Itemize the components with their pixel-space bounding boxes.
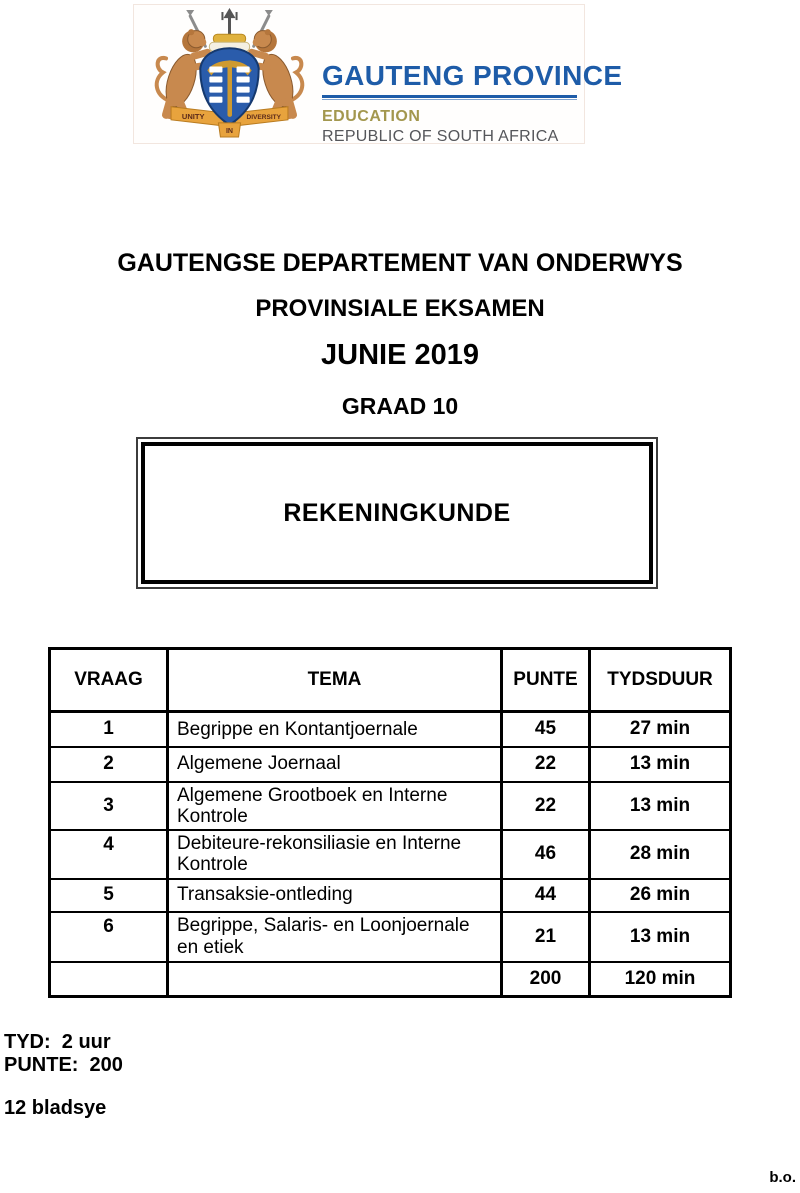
question-marks: 22 [502, 782, 590, 831]
table-row [50, 912, 731, 962]
total-marks: 200 [502, 962, 590, 997]
question-number: 5 [50, 879, 168, 912]
page-count: 12 bladsye [4, 1097, 107, 1119]
motto-diversity: DIVERSITY [246, 113, 281, 121]
subject-title: REKENINGKUNDE [283, 498, 511, 527]
question-marks: 45 [502, 712, 590, 747]
logo-underline [322, 95, 577, 98]
total-empty-cell [50, 962, 168, 997]
question-marks: 46 [502, 830, 590, 879]
table-row [50, 747, 731, 782]
table-row [50, 830, 731, 879]
question-time: 13 min [590, 782, 731, 831]
question-time: 26 min [590, 879, 731, 912]
total-empty-cell [168, 962, 502, 997]
subject-box-inner [141, 442, 653, 584]
col-header-tema: TEMA [168, 649, 502, 712]
question-marks: 22 [502, 747, 590, 782]
col-header-vraag: VRAAG [50, 649, 168, 712]
question-topic: Begrippe en Kontantjoernale [168, 712, 502, 747]
turn-over-abbrev: b.o. [769, 1169, 796, 1186]
question-marks: 21 [502, 912, 590, 962]
question-topic: Begrippe, Salaris- en Loonjoernale en etiek [168, 912, 502, 962]
question-topic: Algemene Grootboek en Interne Kontrole [168, 782, 502, 831]
logo-text-block [322, 60, 623, 146]
col-header-tydsduur: TYDSDUUR [590, 649, 731, 712]
question-topic: Transaksie-ontleding [168, 879, 502, 912]
subject-box [136, 437, 658, 589]
table-row [50, 879, 731, 912]
heading-exam-date: JUNIE 2019 [321, 339, 479, 371]
motto-in: IN [225, 127, 234, 135]
heading-department: GAUTENGSE DEPARTEMENT VAN ONDERWYS [117, 249, 683, 277]
table-total-row [50, 962, 731, 997]
motto-unity: UNITY [181, 111, 205, 121]
question-marks: 44 [502, 879, 590, 912]
question-time: 27 min [590, 712, 731, 747]
col-header-punte: PUNTE [502, 649, 590, 712]
logo-province-name: GAUTENG PROVINCE [322, 60, 623, 91]
question-time: 28 min [590, 830, 731, 879]
time-allocation: TYD: 2 uur [4, 1031, 111, 1053]
heading-exam-type: PROVINSIALE EKSAMEN [255, 295, 545, 322]
gauteng-province-logo [133, 4, 623, 145]
question-number: 3 [50, 782, 168, 831]
question-time: 13 min [590, 747, 731, 782]
table-header-row [50, 649, 731, 712]
logo-underline-thin [322, 99, 577, 100]
logo-country: REPUBLIC OF SOUTH AFRICA [322, 128, 559, 145]
question-number: 2 [50, 747, 168, 782]
table-row [50, 782, 731, 831]
logo-department: EDUCATION [322, 108, 421, 125]
question-topic: Debiteure-rekonsiliasie en Interne Kontrole [168, 830, 502, 879]
question-number: 4 [50, 830, 168, 879]
question-time: 13 min [590, 912, 731, 962]
question-number: 1 [50, 712, 168, 747]
exam-info-block [4, 1031, 123, 1120]
question-number: 6 [50, 912, 168, 962]
total-time: 120 min [590, 962, 731, 997]
mark-allocation-table [48, 647, 732, 998]
heading-grade: GRAAD 10 [341, 393, 459, 419]
total-marks-label: PUNTE: 200 [4, 1054, 123, 1076]
table-row [50, 712, 731, 747]
coat-of-arms-icon [142, 8, 317, 141]
question-topic: Algemene Joernaal [168, 747, 502, 782]
